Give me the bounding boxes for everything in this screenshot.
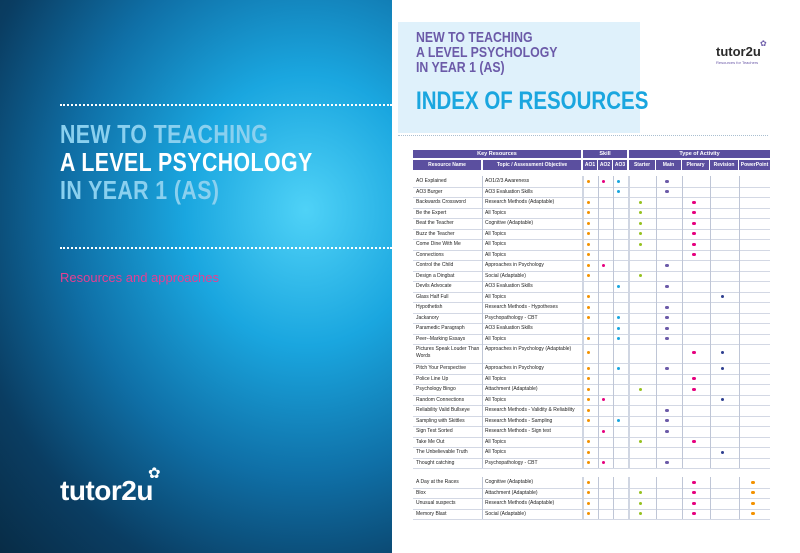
column-divider xyxy=(682,176,683,468)
dot-ao1 xyxy=(587,316,590,319)
resource-name: Unusual suspects xyxy=(416,500,456,506)
dot-main xyxy=(665,327,668,330)
dot-revision xyxy=(721,367,724,370)
resource-topic: All Topics xyxy=(485,335,507,342)
dot-plenary xyxy=(692,222,695,225)
col-header-resource-name: Resource Name xyxy=(413,160,481,170)
dot-main xyxy=(665,306,668,309)
resource-topic: All Topics xyxy=(485,375,507,382)
dot-starter xyxy=(639,440,642,443)
resource-topic: Approaches in Psychology xyxy=(485,262,544,268)
resource-topic: Cognitive (Adaptable) xyxy=(485,220,534,226)
resource-name: Jackanory xyxy=(416,314,439,321)
dot-revision xyxy=(721,351,724,354)
dot-ao3 xyxy=(617,316,620,319)
dot-ao1 xyxy=(587,243,590,246)
dot-ao3 xyxy=(617,285,620,288)
dot-ao2 xyxy=(602,430,605,433)
resource-topic: Research Methods - Hypotheses xyxy=(485,304,558,310)
dot-starter xyxy=(639,211,642,214)
index-title-line-3: IN YEAR 1 (AS) xyxy=(416,59,505,76)
column-divider xyxy=(710,176,711,468)
cover-title-line-2: A LEVEL PSYCHOLOGY xyxy=(60,147,313,177)
resource-name: The Unbelievable Truth xyxy=(416,449,468,455)
resource-topic: All Topics xyxy=(485,396,507,403)
dot-ao1 xyxy=(587,232,590,235)
dot-main xyxy=(665,285,668,288)
resource-name: Take Me Out xyxy=(416,438,445,445)
column-divider xyxy=(482,176,483,468)
dot-main xyxy=(665,461,668,464)
resource-name: Connections xyxy=(416,251,444,258)
dot-ao1 xyxy=(587,253,590,256)
column-divider xyxy=(613,477,614,519)
dot-ao2 xyxy=(602,398,605,401)
dot-powerpoint xyxy=(751,481,754,484)
left-cover-page xyxy=(0,0,392,553)
dot-ao1 xyxy=(587,367,590,370)
dot-starter xyxy=(639,512,642,515)
resource-topic: Research Methods (Adaptable) xyxy=(485,500,555,506)
dot-ao1 xyxy=(587,461,590,464)
dot-ao3 xyxy=(617,190,620,193)
dot-ao1 xyxy=(587,419,590,422)
cover-logo: tutor2u xyxy=(60,475,153,506)
dot-starter xyxy=(639,502,642,505)
dot-ao1 xyxy=(587,388,590,391)
dot-plenary xyxy=(692,351,695,354)
dot-main xyxy=(665,316,668,319)
dot-plenary xyxy=(692,253,695,256)
col-header-plenary: Plenary xyxy=(682,160,709,170)
dot-plenary xyxy=(692,388,695,391)
dotted-divider xyxy=(60,104,392,106)
dot-plenary xyxy=(692,201,695,204)
cover-title-line-3: IN YEAR 1 (AS) xyxy=(60,175,220,205)
flower-icon: ✿ xyxy=(148,465,161,482)
dot-main xyxy=(665,367,668,370)
resource-topic: All Topics xyxy=(485,251,507,258)
dot-ao1 xyxy=(587,295,590,298)
dot-ao1 xyxy=(587,451,590,454)
dot-plenary xyxy=(692,512,695,515)
resource-topic: Social (Adaptable) xyxy=(485,272,526,279)
dot-ao1 xyxy=(587,440,590,443)
cover-title-line-1: NEW TO TEACHING xyxy=(60,119,269,149)
dot-plenary xyxy=(692,243,695,246)
dot-ao1 xyxy=(587,398,590,401)
column-divider xyxy=(656,176,657,468)
group-header-key-resources: Key Resources xyxy=(413,150,581,158)
resource-name: Pictures Speak Louder Than Words xyxy=(416,346,480,359)
dot-starter xyxy=(639,274,642,277)
dot-ao1 xyxy=(587,481,590,484)
column-divider xyxy=(482,477,483,519)
resource-topic: Research Methods - Sampling xyxy=(485,417,553,424)
resource-topic: AO3 Evaluation Skills xyxy=(485,325,533,331)
dot-ao2 xyxy=(602,461,605,464)
dot-main xyxy=(665,409,668,412)
col-header-ao2: AO2 xyxy=(599,162,611,168)
column-divider xyxy=(582,176,584,468)
column-divider xyxy=(613,176,614,468)
resource-name: Police Line Up xyxy=(416,375,449,382)
resource-topic: Research Methods - Validity & Reliability xyxy=(485,407,575,413)
dot-revision xyxy=(721,295,724,298)
dot-ao3 xyxy=(617,337,620,340)
dot-starter xyxy=(639,232,642,235)
column-divider xyxy=(598,176,599,468)
dot-powerpoint xyxy=(751,512,754,515)
dot-plenary xyxy=(692,502,695,505)
resource-name: Paramedic Paragraph xyxy=(416,325,465,331)
dot-main xyxy=(665,190,668,193)
column-divider xyxy=(598,477,599,519)
resource-name: A Day at the Races xyxy=(416,479,459,485)
dot-ao3 xyxy=(617,367,620,370)
dot-plenary xyxy=(692,377,695,380)
dot-main xyxy=(665,264,668,267)
column-divider xyxy=(582,477,584,519)
dot-ao1 xyxy=(587,222,590,225)
dot-ao1 xyxy=(587,274,590,277)
dot-ao1 xyxy=(587,306,590,309)
dot-starter xyxy=(639,243,642,246)
dot-ao1 xyxy=(587,491,590,494)
index-title-line-2: A LEVEL PSYCHOLOGY xyxy=(416,44,558,61)
dot-powerpoint xyxy=(751,502,754,505)
resource-name: Buzz the Teacher xyxy=(416,230,455,237)
resource-topic: All Topics xyxy=(485,293,507,300)
resource-topic: Psychopathology - CBT xyxy=(485,314,538,321)
index-title-line-1: NEW TO TEACHING xyxy=(416,29,533,46)
resource-name: Psychology Bingo xyxy=(416,386,456,392)
dot-ao1 xyxy=(587,201,590,204)
dot-revision xyxy=(721,451,724,454)
dot-starter xyxy=(639,222,642,225)
col-header-ao3: AO3 xyxy=(614,162,626,168)
resource-name: Sign Test Sorted xyxy=(416,428,453,434)
dot-ao1 xyxy=(587,502,590,505)
dot-ao1 xyxy=(587,264,590,267)
table-row xyxy=(413,509,770,521)
flower-icon: ✿ xyxy=(760,39,767,48)
resource-topic: All Topics xyxy=(485,230,507,237)
resource-name: Beat the Teacher xyxy=(416,220,454,226)
resource-name: Peer--Marking Essays xyxy=(416,335,466,342)
dotted-divider xyxy=(60,247,392,249)
dot-ao1 xyxy=(587,337,590,340)
resource-topic: Approaches in Psychology (Adaptable) xyxy=(485,346,572,352)
dot-ao1 xyxy=(587,512,590,515)
resource-name: Come Dine With Me xyxy=(416,241,461,247)
column-divider xyxy=(628,176,630,468)
resource-topic: Psychopathology - CBT xyxy=(485,459,538,466)
cover-title xyxy=(60,120,355,204)
resource-name: Random Connections xyxy=(416,396,465,403)
resource-name: AO3 Burger xyxy=(416,188,443,195)
resource-topic: Social (Adaptable) xyxy=(485,510,526,517)
dot-plenary xyxy=(692,491,695,494)
resource-topic: Attachment (Adaptable) xyxy=(485,489,538,496)
resource-topic: All Topics xyxy=(485,449,507,455)
dot-starter xyxy=(639,201,642,204)
resource-name: Glass Half Full xyxy=(416,293,449,300)
resource-name: Be the Expert xyxy=(416,209,447,216)
dot-ao1 xyxy=(587,180,590,183)
column-divider xyxy=(710,477,711,519)
resource-topic: Attachment (Adaptable) xyxy=(485,386,538,392)
resource-name: Sampling with Skittles xyxy=(416,417,465,424)
resource-name: Devils Advocate xyxy=(416,283,452,289)
resource-topic: AO3 Evaluation Skills xyxy=(485,188,533,195)
column-divider xyxy=(628,477,630,519)
dot-ao3 xyxy=(617,419,620,422)
index-logo: tutor2u xyxy=(716,44,761,59)
group-header-activity: Type of Activity xyxy=(629,150,770,158)
resource-topic: AO1/2/3 Awareness xyxy=(485,178,530,184)
resource-name: Reliability Valid Bullseye xyxy=(416,407,470,413)
dot-starter xyxy=(639,491,642,494)
column-divider xyxy=(656,477,657,519)
table-row xyxy=(413,458,770,470)
column-divider xyxy=(682,477,683,519)
resource-name: Memory Blast xyxy=(416,510,447,517)
dot-powerpoint xyxy=(751,491,754,494)
dot-plenary xyxy=(692,232,695,235)
resource-name: Control the Child xyxy=(416,262,454,268)
column-divider xyxy=(739,477,740,519)
dot-plenary xyxy=(692,211,695,214)
table-row xyxy=(413,344,770,364)
resource-name: Thought catching xyxy=(416,459,455,466)
cover-subtitle: Resources and approaches xyxy=(60,270,219,285)
col-header-powerpoint: PowerPoint xyxy=(740,162,769,168)
resource-topic: Research Methods - Sign test xyxy=(485,428,551,434)
index-of-resources-heading: INDEX OF RESOURCES xyxy=(416,87,649,115)
dot-main xyxy=(665,180,668,183)
resource-topic: All Topics xyxy=(485,438,507,445)
dot-plenary xyxy=(692,440,695,443)
dot-ao2 xyxy=(602,264,605,267)
col-header-ao1: AO1 xyxy=(584,162,596,168)
resource-name: Pitch Your Perspective xyxy=(416,365,467,371)
resource-topic: All Topics xyxy=(485,209,507,216)
dot-starter xyxy=(639,388,642,391)
resource-topic: Approaches in Psychology xyxy=(485,365,544,371)
dot-main xyxy=(665,430,668,433)
col-header-revision: Revision xyxy=(710,160,738,170)
dotted-divider xyxy=(398,135,768,136)
column-divider xyxy=(739,176,740,468)
dot-ao1 xyxy=(587,351,590,354)
resource-name: Blox xyxy=(416,489,426,496)
resource-topic: AO3 Evaluation Skills xyxy=(485,283,533,289)
group-header-skill: Skill xyxy=(583,150,627,158)
dot-main xyxy=(665,337,668,340)
resource-topic: Research Methods (Adaptable) xyxy=(485,199,555,205)
dot-plenary xyxy=(692,481,695,484)
dot-revision xyxy=(721,398,724,401)
col-header-starter: Starter xyxy=(629,160,655,170)
resource-name: Design a Dingbat xyxy=(416,272,455,279)
resource-name: AO Explained xyxy=(416,178,447,184)
logo-tagline: Resources for Teachers xyxy=(716,60,759,65)
dot-ao3 xyxy=(617,180,620,183)
resource-name: Backwards Crossword xyxy=(416,199,466,205)
resource-name: Hypothetish xyxy=(416,304,443,310)
dot-ao1 xyxy=(587,377,590,380)
col-header-main: Main xyxy=(656,160,681,170)
index-page-title xyxy=(416,30,613,75)
resource-topic: Cognitive (Adaptable) xyxy=(485,479,534,485)
dot-ao2 xyxy=(602,180,605,183)
dot-ao3 xyxy=(617,327,620,330)
resource-topic: All Topics xyxy=(485,241,507,247)
dot-ao1 xyxy=(587,409,590,412)
dot-main xyxy=(665,419,668,422)
col-header-topic: Topic / Assessment Objective xyxy=(483,160,581,170)
dot-ao1 xyxy=(587,211,590,214)
